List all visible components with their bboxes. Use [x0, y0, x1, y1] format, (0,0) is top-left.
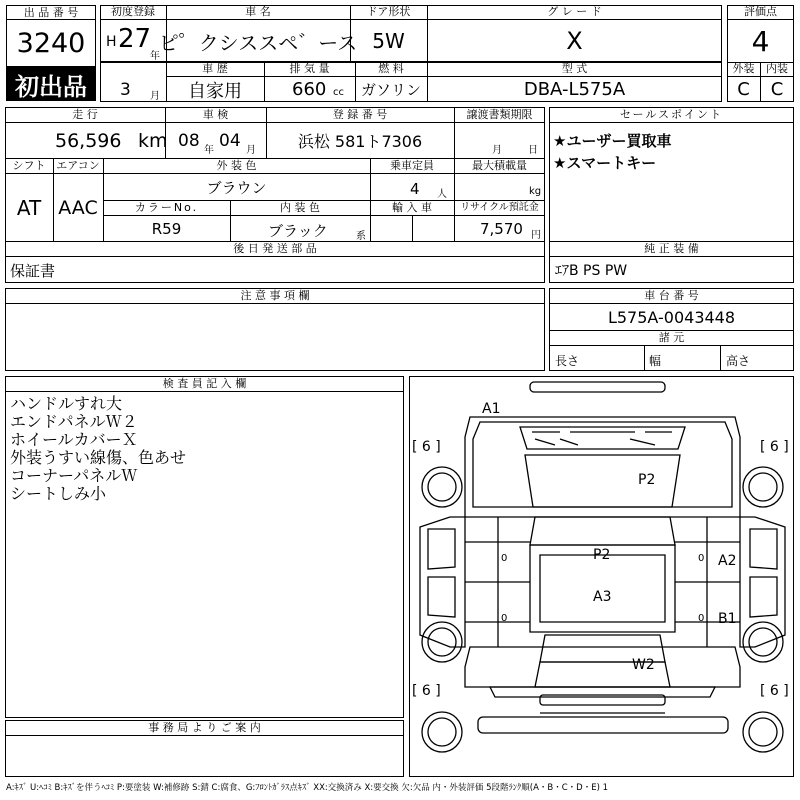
- score-label: 評価点: [744, 5, 777, 18]
- first-reg-year: 27: [118, 24, 152, 54]
- car-diagram: [409, 376, 794, 777]
- lot-box: [6, 5, 96, 67]
- tread-right-2: 0: [698, 613, 705, 624]
- tread-left-2: 0: [501, 613, 508, 624]
- transfer-month-unit: 月: [492, 145, 502, 156]
- tire-rear-right: [ 6 ]: [760, 683, 789, 699]
- model-code: DBA-L575A: [523, 79, 626, 100]
- car-name-label: 車 名: [245, 5, 271, 18]
- first-reg-era: H: [106, 34, 117, 50]
- inspector-line-4: 外装うすい線傷、色あせ: [10, 448, 187, 467]
- inspection-year-unit: 年: [204, 145, 214, 156]
- tread-left-1: 0: [501, 553, 508, 564]
- car-name: ピ゜クシススペ゛ース: [158, 30, 358, 55]
- recycle-label: リサイクル預託金: [460, 202, 539, 213]
- plate-label: 登 録 番 号: [332, 108, 388, 121]
- car-outline: [410, 377, 795, 778]
- dims-label: 諸 元: [658, 331, 685, 344]
- inspection-month-unit: 月: [246, 145, 256, 156]
- chassis-label: 車 台 番 号: [644, 289, 699, 302]
- lot-label: 出 品 番 号: [7, 6, 95, 20]
- recycle-unit: 円: [531, 230, 541, 241]
- model-label: 型 式: [561, 62, 588, 75]
- sales-point-1: ★ユーザー買取車: [553, 132, 672, 150]
- ext-grade: C: [737, 79, 750, 100]
- ext-color: ブラウン: [206, 178, 267, 197]
- damage-mark-p2-mid: P2: [593, 547, 611, 563]
- door-type: 5W: [372, 29, 405, 53]
- shift-label: シフト: [12, 159, 46, 172]
- grade: X: [566, 27, 583, 55]
- history: 自家用: [188, 80, 242, 102]
- inspector-line-5: コーナーパネルＷ: [10, 466, 138, 485]
- load-label: 最大積載量: [472, 159, 527, 172]
- month-unit: 月: [150, 91, 160, 102]
- displacement-label: 排 気 量: [289, 62, 330, 75]
- transfer-label: 譲渡書類期限: [466, 108, 533, 121]
- equipment: ｴｱB PS PW: [555, 263, 628, 279]
- int-color-label: 内 装 色: [280, 201, 320, 214]
- inspector-line-2: エンドパネルＷ２: [10, 412, 138, 431]
- inspector-line-6: シートしみ小: [10, 484, 107, 503]
- inspector-line-1: ハンドルすれ大: [10, 394, 123, 413]
- first-reg-month: 3: [120, 80, 131, 100]
- aircon-label: エアコン: [56, 159, 100, 172]
- damage-mark-a3: A3: [593, 589, 612, 605]
- tire-rear-left: [ 6 ]: [412, 683, 441, 699]
- plate-number: 浜松 581ト7306: [297, 132, 423, 151]
- capacity-unit: 人: [437, 189, 447, 200]
- later-parts-label: 後 日 発 送 部 品: [233, 242, 317, 255]
- inspector-line-3: ホイールカバーＸ: [10, 430, 138, 449]
- tire-front-right: [ 6 ]: [760, 439, 789, 455]
- damage-mark-a1: A1: [482, 401, 501, 417]
- ext-color-label: 外 装 色: [216, 159, 257, 172]
- aircon: AAC: [58, 196, 98, 219]
- inspector-label: 検 査 員 記 入 欄: [162, 377, 247, 390]
- lot-number: 3240: [16, 27, 86, 59]
- capacity-label: 乗車定員: [390, 159, 434, 172]
- capacity: 4: [410, 180, 420, 198]
- color-no: R59: [151, 219, 182, 238]
- ext-grade-label: 外装: [732, 62, 755, 75]
- int-color-unit: 系: [356, 231, 366, 242]
- displacement: 660: [292, 79, 327, 100]
- door-label: ドア形状: [366, 5, 411, 18]
- damage-mark-w2: W2: [632, 657, 655, 673]
- year-unit: 年: [150, 51, 160, 62]
- office-label: 事 務 局 よ り ご 案 内: [148, 721, 261, 734]
- inspection-label: 車 検: [202, 108, 229, 121]
- caution-label: 注 意 事 項 欄: [240, 289, 310, 302]
- history-label: 車 歴: [202, 62, 228, 75]
- int-color: ブラック: [268, 222, 328, 240]
- damage-mark-p2-top: P2: [638, 472, 656, 488]
- chassis-number: L575A-0043448: [607, 307, 736, 327]
- first-reg-label: 初度登録: [111, 5, 155, 18]
- fuel: ガソリン: [360, 81, 421, 99]
- recycle-amount: 7,570: [480, 220, 523, 238]
- tread-right-1: 0: [698, 553, 705, 564]
- inspection-month: 04: [219, 131, 241, 151]
- damage-mark-b1: B1: [718, 611, 737, 627]
- int-grade-label: 内装: [766, 62, 788, 75]
- inspector-notes: [10, 395, 186, 503]
- sales-point-label: セールスポイント: [619, 108, 723, 121]
- displacement-unit: cc: [333, 87, 344, 98]
- shift: AT: [16, 195, 42, 220]
- damage-mark-a2: A2: [718, 553, 737, 569]
- grade-label: グ レ ー ド: [547, 5, 602, 18]
- fuel-label: 燃 料: [378, 62, 404, 75]
- height-label: 高さ: [726, 354, 751, 368]
- load-unit: kg: [529, 186, 542, 197]
- equipment-label: 純 正 装 備: [644, 242, 699, 255]
- transfer-day-unit: 日: [528, 145, 538, 156]
- tire-front-left: [ 6 ]: [412, 439, 441, 455]
- color-no-label: カラーNo.: [134, 201, 199, 214]
- later-parts: 保証書: [10, 261, 56, 280]
- import-label: 輸 入 車: [392, 201, 432, 214]
- width-label: 幅: [649, 354, 662, 368]
- mileage-label: 走 行: [72, 108, 98, 121]
- mileage-unit: km: [138, 130, 168, 152]
- int-grade: C: [770, 79, 784, 100]
- legend: A:ｷｽﾞ U:ﾍｺﾐ B:ｷｽﾞを伴うﾍｺﾐ P:要塗装 W:補修跡 S:錆 C:腐食、G:ﾌﾛﾝﾄｶﾞﾗｽ点ｷｽﾞ XX:交換済み X:要交換 欠:欠品 内・外装評価 5段階ﾗﾝｸ順(A・B・C・D・E) 1: [6, 783, 609, 793]
- mileage: 56,596: [55, 130, 122, 152]
- sales-point-2: ★スマートキー: [553, 154, 657, 172]
- first-listing-badge: 初出品: [6, 67, 96, 101]
- inspection-year: 08: [178, 131, 200, 151]
- score: 4: [751, 24, 770, 58]
- length-label: 長さ: [555, 354, 580, 368]
